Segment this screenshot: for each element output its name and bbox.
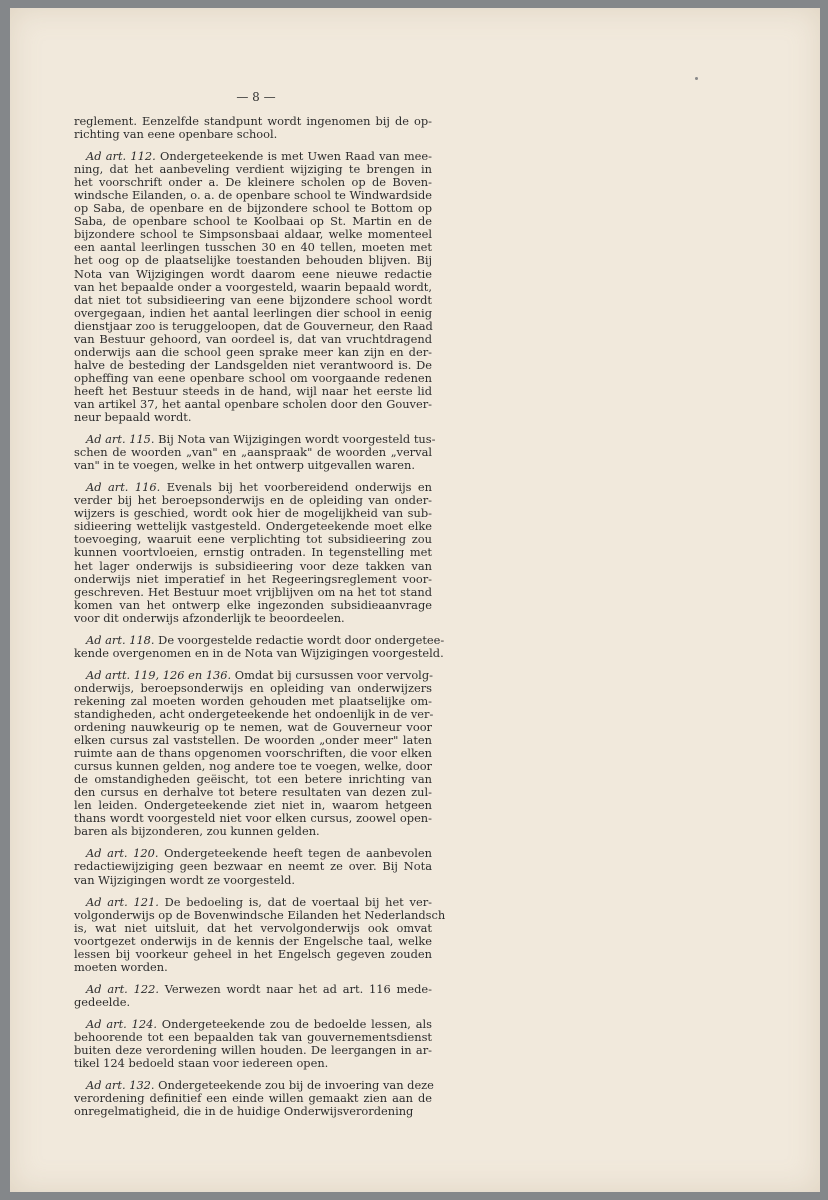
- line-text: ordening nauwkeurig op te nemen, wat de Gouverneur voor: [74, 720, 432, 735]
- line-text: Bij Nota van Wijzigingen wordt voorgesteld tus-: [154, 432, 436, 447]
- line-text: onregelmatigheid, die in de huidige Onderwijsverordening: [74, 1104, 414, 1119]
- line-text: komen van het ontwerp elke ingezonden subsidieaanvrage: [74, 597, 432, 612]
- line-text: buiten deze verordening willen houden. De leergangen in ar-: [74, 1043, 432, 1058]
- line-text: standigheden, acht ondergeteekende het ondoenlijk in de ver-: [74, 706, 434, 721]
- line-text: het oog op de plaatselijke toestanden behouden blijven. Bij: [74, 253, 432, 268]
- line-text: kende overgenomen en in de Nota van Wijzigingen voorgesteld.: [74, 645, 444, 660]
- article-reference: Ad art. 120.: [86, 846, 159, 861]
- paragraph: [74, 1079, 432, 1118]
- text-line: [74, 1105, 432, 1118]
- line-text: dat niet tot subsidieering van eene bijzondere school wordt: [74, 292, 432, 307]
- line-text: is, wat niet uitsluit, dat het vervolgonderwijs ook omvat: [74, 920, 432, 935]
- line-text: ruimte aan de thans opgenomen voorschriften, die voor elken: [74, 746, 432, 761]
- line-text: behoorende tot een bepaalden tak van gouvernementsdienst: [74, 1030, 432, 1044]
- line-text: baren als bijzonderen, zou kunnen gelden.: [74, 824, 320, 839]
- line-text: Ondergeteekende heeft tegen de aanbevolen: [158, 846, 432, 861]
- text-line: [74, 961, 432, 974]
- text-line: [74, 411, 432, 424]
- line-text: De bedoeling is, dat de voertaal bij het ver-: [158, 894, 432, 909]
- page-number: — 8 —: [236, 90, 276, 104]
- line-text: Ondergeteekende is met Uwen Raad van mee-: [155, 149, 432, 164]
- paragraph: [74, 669, 432, 839]
- line-text: van het bepaalde onder a voorgesteld, waarin bepaald wordt,: [74, 279, 432, 294]
- ink-speck: [695, 77, 698, 80]
- line-text: van artikel 37, het aantal openbare scholen door den Gouver-: [74, 396, 432, 411]
- line-text: rekening zal moeten worden gehouden met plaatselijke om-: [74, 693, 432, 708]
- article-reference: Ad art. 132.: [86, 1078, 155, 1093]
- line-text: redactiewijziging geen bezwaar en neemt ze over. Bij Nota: [74, 859, 432, 874]
- line-text: Saba, de openbare school te Koolbaai op St. Martin en de: [74, 214, 432, 229]
- paragraph: [74, 983, 432, 1009]
- line-text: lessen bij voorkeur geheel in het Engelsch gegeven zouden: [74, 946, 432, 961]
- article-reference: Ad art. 124.: [86, 1016, 157, 1031]
- line-text: richting van eene openbare school.: [74, 127, 278, 142]
- article-reference: Ad art. 115.: [86, 432, 155, 447]
- article-reference: Ad art. 121.: [86, 894, 159, 909]
- text-line: [74, 645, 444, 660]
- line-text: volgonderwijs op de Bovenwindsche Eilanden het Nederlandsch: [74, 907, 446, 922]
- line-text: het lager onderwijs is subsidieering voor deze takken van: [74, 558, 432, 573]
- line-text: Ondergeteekende zou bij de invoering van deze: [154, 1078, 434, 1093]
- line-text: neur bepaald wordt.: [74, 410, 192, 425]
- line-text: een aantal leerlingen tusschen 30 en 40 tellen, moeten met: [74, 240, 432, 255]
- line-text: sidieering wettelijk vastgesteld. Ondergeteekende moet elke: [74, 519, 432, 534]
- line-text: overgegaan, indien het aantal leerlingen dier school in eenig: [74, 305, 432, 320]
- article-reference: Ad art. 122.: [86, 981, 159, 996]
- line-text: cursus kunnen gelden, nog andere toe te voegen, welke, door: [74, 759, 432, 774]
- line-text: wijzers is geschied, wordt ook hier de mogelijkheid van sub-: [74, 506, 432, 521]
- line-text: reglement. Eenzelfde standpunt wordt ingenomen bij de op-: [74, 114, 432, 128]
- line-text: onderwijs aan die school geen sprake meer kan zijn en der-: [74, 344, 432, 359]
- paragraph: [74, 894, 446, 974]
- text-line: [74, 874, 432, 887]
- line-text: Verwezen wordt naar het ad art. 116 mede-: [158, 981, 432, 996]
- line-text: op Saba, de openbare en de bijzondere school te Bottom op: [74, 201, 432, 216]
- line-text: Nota van Wijzigingen wordt daarom eene nieuwe redactie: [74, 266, 432, 281]
- line-text: onderwijs, beroepsonderwijs en opleiding van onderwijzers: [74, 680, 432, 695]
- article-reference: Ad art. 116.: [86, 480, 161, 495]
- line-text: voortgezet onderwijs in de kennis der Engelsche taal, welke: [74, 933, 432, 948]
- line-text: van" in te voegen, welke in het ontwerp uitgevallen waren.: [74, 458, 415, 473]
- text-line: [74, 128, 432, 141]
- text-line: [74, 996, 432, 1009]
- line-text: tikel 124 bedoeld staan voor iedereen open.: [74, 1056, 329, 1071]
- article-reference: Ad artt. 119, 126 en 136.: [86, 667, 232, 682]
- line-text: van Bestuur gehoord, van oordeel is, dat van vruchtdragend: [74, 331, 432, 346]
- line-text: voor dit onderwijs afzonderlijk te beoordeelen.: [74, 610, 345, 625]
- document-page: [10, 8, 820, 1192]
- text-line: [74, 612, 432, 625]
- line-text: De voorgestelde redactie wordt door ondergetee-: [154, 632, 445, 647]
- paragraph: [74, 1018, 432, 1070]
- line-text: Omdat bij cursussen voor vervolg-: [231, 667, 433, 682]
- line-text: den cursus en derhalve tot betere resultaten van dezen zul-: [74, 785, 432, 800]
- line-text: bijzondere school te Simpsonsbaai aldaar, welke momenteel: [74, 227, 432, 242]
- article-reference: Ad art. 112.: [86, 149, 156, 164]
- line-text: kunnen voortvloeien, ernstig ontraden. In tegenstelling met: [74, 545, 432, 560]
- paragraph: [74, 632, 445, 660]
- line-text: van Wijzigingen wordt ze voorgesteld.: [74, 872, 296, 887]
- article-reference: Ad art. 118.: [86, 632, 155, 647]
- line-text: windsche Eilanden, o. a. de openbare school te Windwardside: [74, 188, 433, 203]
- text-line: [74, 1057, 432, 1070]
- text-column: [74, 114, 446, 1127]
- line-text: schen de woorden „van" en „aanspraak" de woorden „verval: [74, 445, 432, 460]
- line-text: halve de besteding der Landsgelden niet verantwoord is. De: [74, 357, 432, 372]
- text-line: [74, 459, 432, 472]
- line-text: elken cursus zal vaststellen. De woorden „onder meer" laten: [74, 733, 432, 748]
- line-text: onderwijs niet imperatief in het Regeeringsreglement voor-: [74, 571, 432, 586]
- line-text: moeten worden.: [74, 959, 168, 974]
- paragraph: [74, 115, 432, 141]
- paragraph: [74, 847, 432, 886]
- line-text: gedeelde.: [74, 994, 131, 1009]
- line-text: thans wordt voorgesteld niet voor elken cursus, zoowel open-: [74, 811, 432, 826]
- line-text: het voorschrift onder a. De kleinere scholen op de Boven-: [74, 175, 432, 190]
- paragraph: [74, 432, 436, 473]
- line-text: verordening definitief een einde willen gemaakt zien aan de: [74, 1091, 432, 1106]
- line-text: ning, dat het aanbeveling verdient wijziging te brengen in: [74, 162, 432, 177]
- line-text: len leiden. Ondergeteekende ziet niet in, waarom hetgeen: [74, 798, 432, 813]
- line-text: Ondergeteekende zou de bedoelde lessen, als: [156, 1016, 432, 1031]
- line-text: dienstjaar zoo is teruggeloopen, dat de Gouverneur, den Raad: [74, 318, 433, 333]
- line-text: verder bij het beroepsonderwijs en de opleiding van onder-: [74, 493, 432, 508]
- line-text: Evenals bij het voorbereidend onderwijs en: [160, 480, 433, 495]
- line-text: geschreven. Het Bestuur moet vrijblijven om na het tot stand: [74, 584, 432, 599]
- text-line: [74, 825, 432, 838]
- paragraph: [74, 150, 432, 424]
- line-text: opheffing van eene openbare school om voorgaande redenen: [74, 370, 432, 385]
- line-text: heeft het Bestuur steeds in de hand, wijl naar het eerste lid: [74, 383, 432, 398]
- line-text: toevoeging, waaruit eene verplichting tot subsidieering zou: [74, 532, 432, 547]
- line-text: de omstandigheden geëischt, tot een betere inrichting van: [74, 772, 432, 787]
- paragraph: [74, 481, 432, 625]
